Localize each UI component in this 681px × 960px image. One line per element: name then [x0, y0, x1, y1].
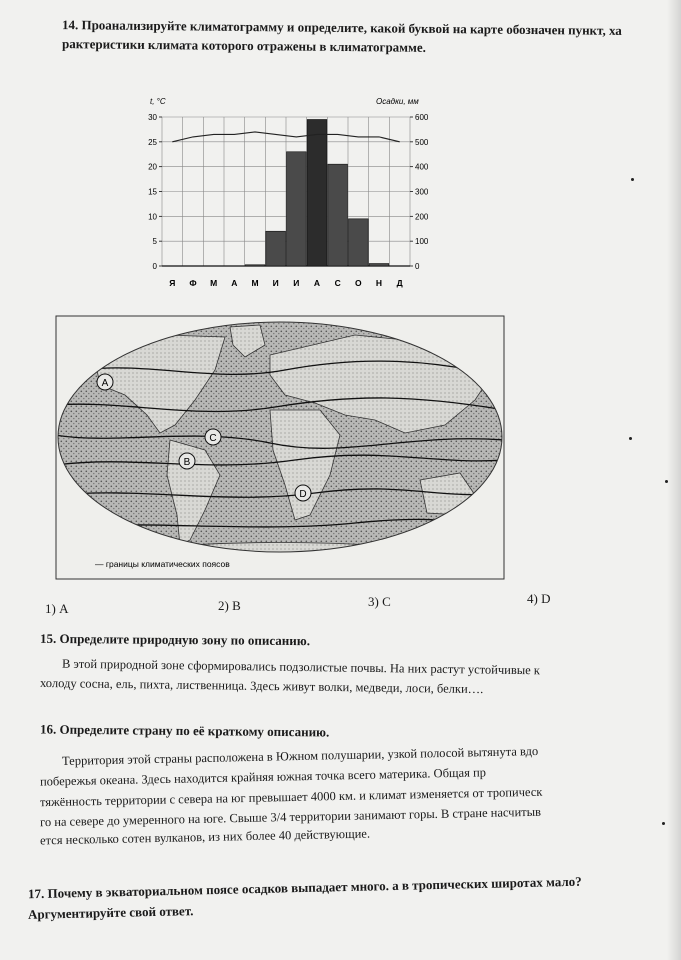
q17-line2: Аргументируйте свой ответ. — [27, 903, 194, 922]
left-tick-label: 5 — [152, 237, 157, 247]
y-left-label: t, °C — [150, 97, 166, 106]
precip-bar-8 — [307, 119, 327, 266]
left-tick-label: 15 — [148, 187, 157, 197]
scan-speck — [631, 178, 634, 181]
answer-option-2[interactable]: 2) B — [218, 598, 241, 613]
left-tick-label: 20 — [148, 162, 157, 172]
left-tick-label: 25 — [148, 137, 157, 147]
month-label: И — [272, 278, 279, 288]
right-tick-label: 0 — [415, 262, 420, 271]
right-tick-label: 500 — [415, 137, 429, 147]
map-legend: — границы климатических поясов — [95, 559, 230, 569]
map-point-b — [179, 453, 195, 469]
right-tick-label: 600 — [415, 113, 429, 122]
precip-bar-7 — [287, 152, 307, 266]
map-point-d — [295, 485, 311, 501]
month-label: И — [293, 278, 300, 288]
month-label: А — [231, 278, 238, 288]
month-label: М — [210, 278, 218, 288]
q14-line2: рактеристики климата которого отражены в климатограмме. — [61, 36, 427, 55]
month-label: Н — [375, 278, 383, 288]
q16-line1: Территория этой страны расположена в Южном полушарии, узкой полосой вытянута вдо — [61, 744, 539, 768]
map-point-c — [205, 429, 221, 445]
left-tick-label: 0 — [152, 262, 157, 271]
right-tick-label: 400 — [415, 162, 429, 172]
scan-speck — [629, 437, 632, 440]
answer-option-4[interactable]: 4) D — [527, 591, 551, 606]
svg-text:A: A — [101, 378, 109, 389]
climatogram-chart — [138, 92, 448, 292]
q16-line2: побережья океана. Здесь находится крайняя южная точка всего материка. Общая пр — [39, 765, 487, 789]
svg-text:D: D — [299, 489, 307, 500]
month-label: Ф — [189, 278, 197, 288]
svg-text:B: B — [183, 457, 191, 468]
scan-speck — [665, 480, 668, 483]
map-point-a — [97, 374, 113, 390]
world-climate-map — [55, 315, 505, 580]
answer-option-3[interactable]: 3) C — [368, 594, 391, 609]
precip-bar-10 — [349, 219, 369, 266]
q15-title: 15. Определите природную зону по описанию. — [39, 630, 311, 649]
precip-bar-11 — [369, 264, 389, 266]
right-tick-label: 100 — [415, 237, 429, 247]
q15-line2: холоду сосна, ель, пихта, лиственница. Здесь живут волки, медведи, лоси, белки…. — [39, 675, 484, 697]
month-label: Д — [396, 278, 403, 288]
right-tick-label: 200 — [415, 212, 429, 222]
q17-line1: 17. Почему в экваториальном поясе осадков выпадает много. а в тропических широтах мало? — [27, 873, 582, 902]
q15-line1: В этой природной зоне сформировались подзолистые почвы. На них растут устойчивые к — [61, 656, 541, 678]
precip-bar-9 — [328, 164, 348, 266]
q16-line5: ется несколько сотен вулканов, из них более 40 действующие. — [39, 826, 371, 848]
precip-bar-6 — [266, 231, 286, 266]
q16-title: 16. Определите страну по её краткому описанию. — [39, 721, 330, 740]
answer-option-1[interactable]: 1) А — [45, 601, 69, 616]
q16-line4: го на севере до умеренного на юге. Свыше 3/4 территории занимают горы. В стране насчитыв — [39, 804, 542, 830]
month-label: С — [334, 278, 341, 288]
month-label: М — [251, 278, 259, 288]
page-shadow-edge — [667, 0, 681, 960]
left-tick-label: 30 — [148, 113, 157, 122]
left-tick-label: 10 — [148, 212, 157, 222]
q16-line3: тяжённость территории с севера на юг превышает 4000 км. и климат изменяется от тропическ — [39, 784, 543, 810]
month-label: А — [313, 278, 321, 288]
y-right-label: Осадки, мм — [376, 97, 419, 106]
month-label: Я — [169, 278, 176, 288]
scan-speck — [662, 822, 665, 825]
q14-line1: 14. Проанализируйте климатограмму и определите, какой буквой на карте обозначен пункт, ха — [61, 17, 622, 38]
svg-text:C: C — [209, 433, 217, 444]
precip-bar-5 — [245, 265, 265, 266]
right-tick-label: 300 — [415, 187, 429, 197]
month-label: О — [355, 278, 362, 288]
